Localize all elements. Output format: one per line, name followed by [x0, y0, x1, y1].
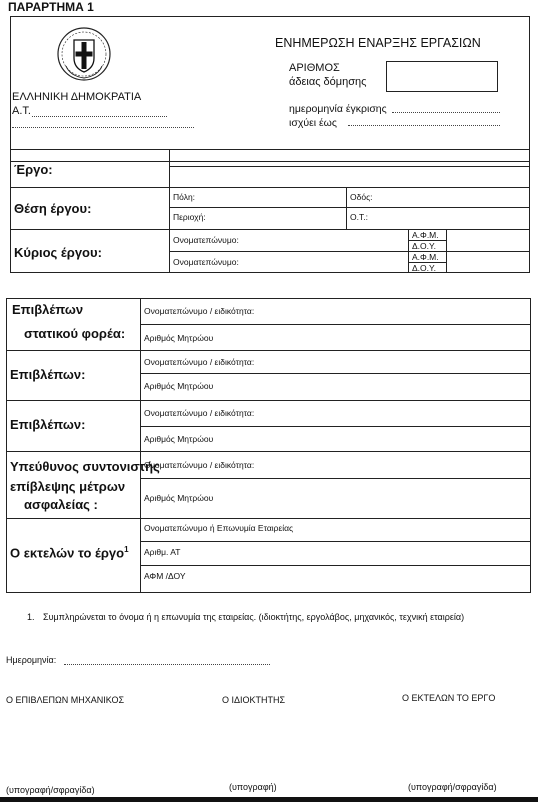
- name-spec-1: Ονοματεπώνυμο / ειδικότητα:: [144, 306, 255, 316]
- owner-name-label-2: Ονοματεπώνυμο:: [173, 257, 239, 267]
- afm-label: Α.Φ.Μ.: [412, 230, 439, 240]
- approval-date-label: ημερομηνία έγκρισης: [289, 103, 387, 115]
- name-spec-4: Ονοματεπώνυμο / ειδικότητα:: [144, 460, 255, 470]
- owner-label: Κύριος έργου:: [14, 245, 102, 260]
- structural-supervisor-label-2: στατικού φορέα:: [24, 326, 126, 341]
- work-input[interactable]: [170, 167, 528, 186]
- annex-title: ΠΑΡΑΡΤΗΜΑ 1: [8, 0, 94, 14]
- reg-number-4: Αριθμός Μητρώου: [144, 493, 214, 503]
- reg-number-3: Αριθμός Μητρώου: [144, 434, 214, 444]
- state-name: ΕΛΛΗΝΙΚΗ ΔΗΜΟΚΡΑΤΙΑ: [12, 91, 142, 103]
- at-label: Α.Τ.: [12, 105, 31, 117]
- contractor-signature-stamp: (υπογραφή/σφραγίδα): [408, 782, 497, 792]
- safety-coordinator-label-3: ασφαλείας :: [24, 497, 98, 512]
- contractor-afm-label: ΑΦΜ /ΔΟΥ: [144, 571, 186, 581]
- owner-signature-label: Ο ΙΔΙΟΚΤΗΤΗΣ: [222, 695, 286, 705]
- date-field[interactable]: [64, 664, 270, 665]
- name-spec-3: Ονοματεπώνυμο / ειδικότητα:: [144, 408, 255, 418]
- footnote-number: 1.: [27, 612, 35, 622]
- permit-number-label: ΑΡΙΘΜΟΣ: [289, 62, 340, 74]
- permit-label: άδειας δόμησης: [289, 76, 367, 88]
- supervisor-2-label: Επιβλέπων:: [10, 367, 86, 382]
- doy-label: Δ.Ο.Υ.: [412, 241, 436, 251]
- approval-date-field[interactable]: [392, 112, 500, 113]
- contractor-signature-label: Ο ΕΚΤΕΛΩΝ ΤΟ ΕΡΓΟ: [402, 693, 496, 703]
- date-label: Ημερομηνία:: [6, 655, 57, 665]
- footnote-text: Συμπληρώνεται το όνομα ή η επωνυμία της εταιρείας. (ιδιοκτήτης, εργολάβος, μηχανικός, τεχνική εταιρεία): [43, 612, 465, 622]
- name-spec-2: Ονοματεπώνυμο / ειδικότητα:: [144, 357, 255, 367]
- supervisor-3-label: Επιβλέπων:: [10, 417, 86, 432]
- contractor-name-label: Ονοματεπώνυμο ή Επωνυμία Εταιρείας: [144, 523, 294, 533]
- reg-number-2: Αριθμός Μητρώου: [144, 381, 214, 391]
- engineer-signature-label: Ο ΕΠΙΒΛΕΠΩΝ ΜΗΧΑΝΙΚΟΣ: [6, 695, 125, 705]
- structural-supervisor-label-1: Επιβλέπων: [12, 302, 84, 317]
- at-field-line2[interactable]: [12, 127, 194, 128]
- safety-coordinator-label-2: επίβλεψης μέτρων: [10, 479, 126, 494]
- scan-edge: [0, 797, 538, 802]
- doy-label-2: Δ.Ο.Υ.: [412, 263, 436, 273]
- form-title: ΕΝΗΜΕΡΩΣΗ ΕΝΑΡΞΗΣ ΕΡΓΑΣΙΩΝ: [275, 36, 481, 50]
- owner-signature: (υπογραφή): [229, 782, 277, 792]
- area-label: Περιοχή:: [173, 212, 206, 222]
- owner-name-label: Ονοματεπώνυμο:: [173, 235, 239, 245]
- city-label: Πόλη:: [173, 192, 196, 202]
- engineer-signature-stamp: (υπογραφή/σφραγίδα): [6, 785, 95, 795]
- afm-label-2: Α.Φ.Μ.: [412, 252, 439, 262]
- contractor-label: [10, 546, 129, 559]
- contractor-footnote-ref: 1: [124, 545, 129, 554]
- reg-number-1: Αριθμός Μητρώου: [144, 333, 214, 343]
- street-label: Οδός:: [350, 192, 373, 202]
- contractor-label-text: Ο εκτελών το έργο: [10, 545, 125, 561]
- work-label: Έργο:: [14, 162, 53, 177]
- valid-until-field[interactable]: [348, 125, 500, 126]
- safety-coordinator-label-1: Υπεύθυνος συντονιστής: [10, 459, 160, 474]
- location-label: Θέση έργου:: [14, 201, 92, 216]
- permit-number-input[interactable]: [386, 61, 498, 92]
- valid-until-label: ισχύει έως: [289, 117, 337, 129]
- greek-coat-of-arms-icon: [56, 26, 112, 82]
- at-field[interactable]: [32, 116, 167, 117]
- block-label: Ο.Τ.:: [350, 212, 368, 222]
- contractor-at-label: Αριθμ. ΑΤ: [144, 547, 181, 557]
